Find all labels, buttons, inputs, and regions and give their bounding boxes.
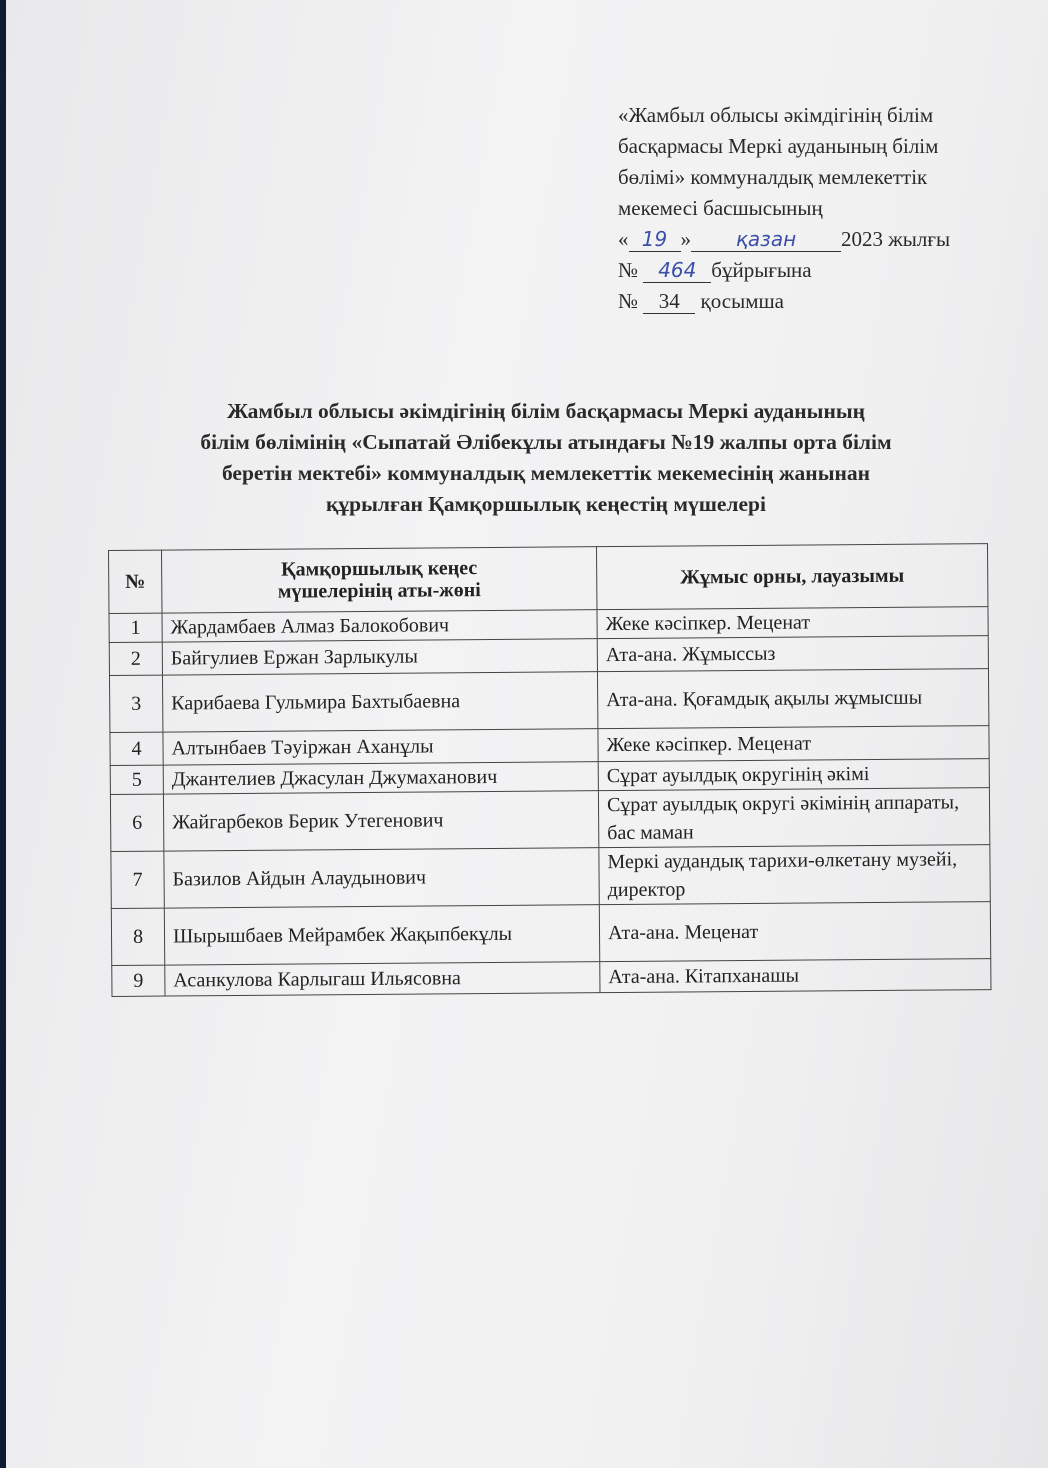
header-name-line-2: мүшелерінің аты-жөні — [277, 579, 481, 603]
row-num: 9 — [112, 965, 165, 996]
appendix-number-field — [643, 289, 695, 314]
table-row — [111, 845, 990, 909]
row-num: 3 — [109, 675, 162, 732]
row-num: 4 — [110, 732, 163, 765]
row-name: Жайгарбеков Берик Утегенович — [163, 791, 598, 851]
table-header-row — [109, 544, 988, 614]
document-title — [116, 396, 976, 520]
row-name: Алтынбаев Тәуіржан Аханұлы — [163, 729, 598, 765]
table-row — [112, 959, 991, 997]
row-name: Карибаева Гульмира Бахтыбаевна — [162, 672, 597, 732]
row-name: Базилов Айдын Алаудынович — [164, 848, 599, 908]
approval-header — [618, 100, 1018, 317]
row-job: Жеке кәсіпкер. Меценат — [597, 607, 988, 639]
order-number-handwritten: 464 — [658, 258, 697, 282]
row-name: Джантелиев Джасулан Джумаханович — [163, 762, 598, 794]
row-name: Шырышбаев Мейрамбек Жақыпбекұлы — [164, 905, 599, 965]
title-line-4: құрылған Қамқоршылық кеңестің мүшелері — [326, 492, 766, 516]
row-job: Ата-ана. Қоғамдық ақылы жұмысшы — [597, 669, 988, 729]
row-job: Жеке кәсіпкер. Меценат — [598, 726, 989, 762]
date-month-handwritten: қазан — [735, 227, 797, 251]
document-page — [6, 0, 1048, 1468]
date-year: 2023 жылғы — [841, 227, 951, 251]
order-suffix: бұйрығына — [711, 258, 812, 282]
header-line-4: мекемесі басшысының — [618, 196, 823, 220]
title-line-1: Жамбыл облысы әкімдігінің білім басқармасы Меркі ауданының — [226, 399, 866, 423]
row-job: Сұрат ауылдық округі әкімінің аппараты, бас маман — [598, 788, 989, 848]
header-line-2: басқармасы Меркі ауданының білім — [618, 134, 939, 158]
header-job: Жұмыс орны, лауазымы — [596, 544, 987, 610]
row-job: Ата-ана. Жұмыссыз — [597, 636, 988, 672]
date-day-field — [629, 227, 681, 252]
table-row — [110, 788, 989, 852]
row-num: 2 — [109, 642, 162, 675]
date-month-field — [691, 227, 841, 252]
appendix-suffix: қосымша — [700, 289, 784, 313]
order-number-field — [643, 258, 711, 283]
header-appendix-line — [618, 286, 1018, 317]
header-date-line — [618, 224, 1018, 255]
row-name: Байгулиев Ержан Зарлыкулы — [162, 639, 597, 675]
row-num: 1 — [109, 613, 162, 642]
row-job: Сұрат ауылдық округінің әкімі — [598, 759, 989, 791]
members-table-wrapper — [108, 543, 1003, 997]
order-prefix: № — [618, 258, 639, 282]
members-table — [108, 543, 991, 997]
header-line-3: бөлімі» коммуналдық мемлекеттік — [618, 165, 928, 189]
header-line-1: «Жамбыл облысы әкімдігінің білім — [618, 103, 934, 127]
appendix-prefix: № — [618, 289, 639, 313]
row-name: Жардамбаев Алмаз Балокобович — [162, 610, 597, 642]
row-job: Ата-ана. Меценат — [599, 902, 990, 962]
date-close-quote: » — [680, 227, 691, 251]
row-job: Меркі аудандық тарихи-өлкетану музейі, директор — [599, 845, 990, 905]
header-order-line — [618, 255, 1018, 286]
row-job: Ата-ана. Кітапханашы — [600, 959, 991, 993]
table-row — [109, 669, 988, 733]
header-num: № — [109, 550, 162, 613]
date-open-quote: « — [618, 227, 629, 251]
header-name-line-1: Қамқоршылық кеңес — [281, 557, 478, 581]
row-num: 8 — [111, 908, 164, 965]
row-num: 7 — [111, 851, 164, 908]
date-day-handwritten: 19 — [641, 227, 668, 251]
row-num: 6 — [110, 794, 163, 851]
title-line-3: беретін мектебі» коммуналдық мемлекеттік мекемесінің жанынан — [221, 461, 871, 485]
title-line-2: білім бөлімінің «Сыпатай Әлібекұлы атындағы №19 жалпы орта білім — [200, 430, 892, 454]
row-name: Асанкулова Карлыгаш Ильясовна — [165, 962, 600, 996]
header-name — [162, 547, 597, 613]
table-row — [111, 902, 990, 966]
appendix-number: 34 — [658, 289, 680, 313]
row-num: 5 — [110, 765, 163, 794]
